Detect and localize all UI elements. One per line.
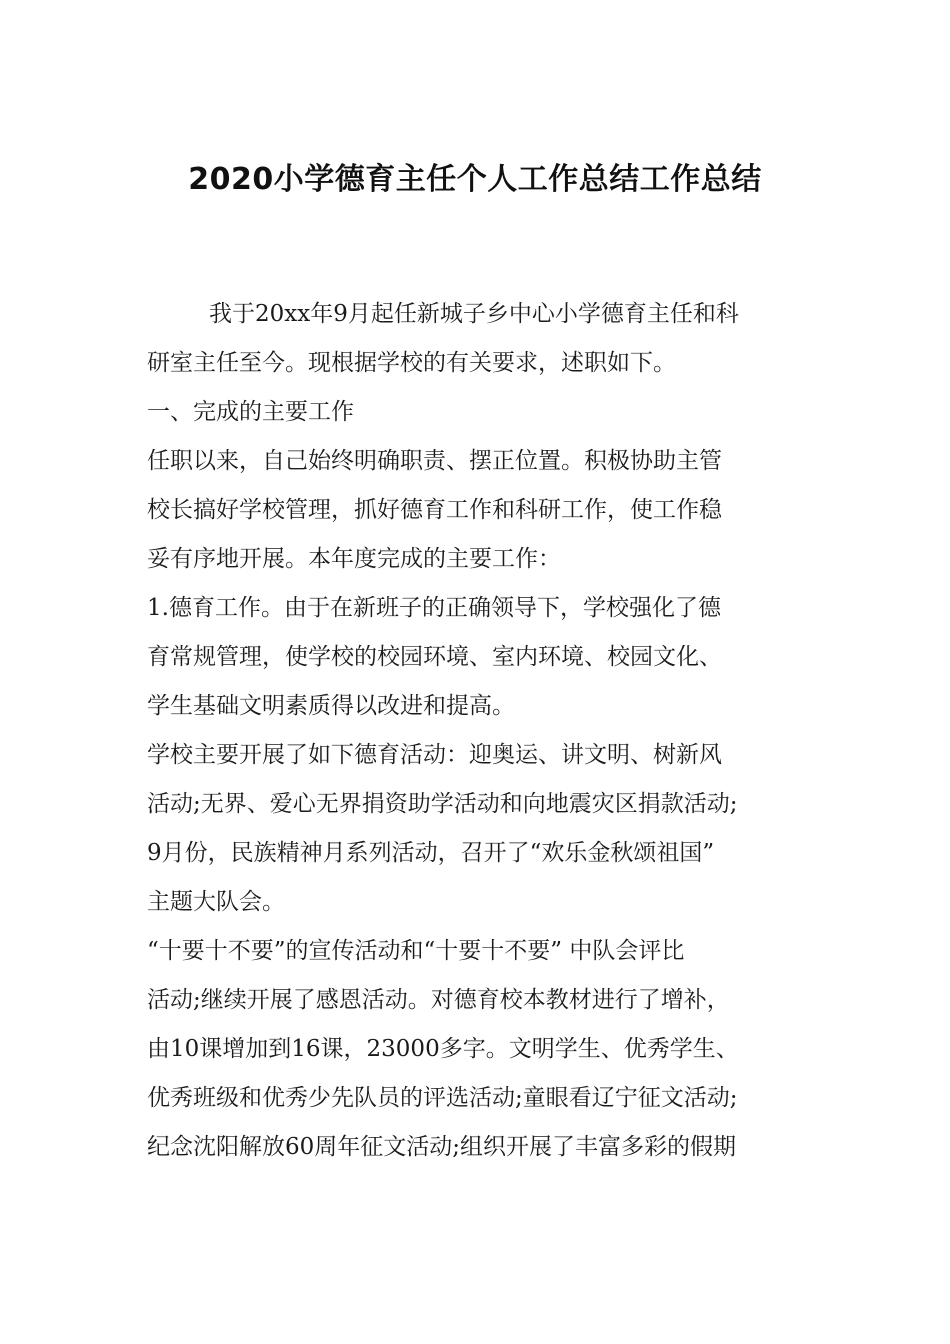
paragraph-line: 主题大队会。 bbox=[147, 889, 285, 915]
paragraph-line: 1.德育工作。由于在新班子的正确领导下，学校强化了德 bbox=[147, 595, 721, 621]
paragraph-line: 妥有序地开展。本年度完成的主要工作： bbox=[147, 546, 561, 572]
paragraph-line: 优秀班级和优秀少先队员的评选活动;童眼看辽宁征文活动; bbox=[147, 1085, 738, 1111]
paragraph-line: 校长搞好学校管理，抓好德育工作和科研工作，使工作稳 bbox=[147, 497, 722, 523]
paragraph-line: “十要十不要”的宣传活动和“十要十不要” 中队会评比 bbox=[147, 938, 685, 964]
paragraph-line: 纪念沈阳解放60周年征文活动;组织开展了丰富多彩的假期 bbox=[147, 1134, 737, 1160]
paragraph-line: 学生基础文明素质得以改进和提高。 bbox=[147, 693, 515, 719]
paragraph-line: 活动;继续开展了感恩活动。对德育校本教材进行了增补， bbox=[147, 987, 730, 1013]
document-title: 2020小学德育主任个人工作总结工作总结 bbox=[188, 162, 762, 197]
paragraph-line: 9月份，民族精神月系列活动，召开了“欢乐金秋颂祖国” bbox=[147, 840, 715, 866]
paragraph-line: 学校主要开展了如下德育活动：迎奥运、讲文明、树新风 bbox=[147, 742, 722, 768]
paragraph-line: 育常规管理，使学校的校园环境、室内环境、校园文化、 bbox=[147, 644, 722, 670]
paragraph-line: 研室主任至今。现根据学校的有关要求，述职如下。 bbox=[147, 350, 676, 376]
section-heading: 一、完成的主要工作 bbox=[147, 399, 354, 425]
paragraph-line: 我于20xx年9月起任新城子乡中心小学德育主任和科 bbox=[209, 301, 739, 327]
paragraph-line: 任职以来，自己始终明确职责、摆正位置。积极协助主管 bbox=[147, 448, 722, 474]
document-body bbox=[147, 290, 807, 1172]
paragraph-line: 活动;无界、爱心无界捐资助学活动和向地震灾区捐款活动; bbox=[147, 791, 738, 817]
paragraph-line: 由10课增加到16课，23000多字。文明学生、优秀学生、 bbox=[147, 1036, 739, 1062]
